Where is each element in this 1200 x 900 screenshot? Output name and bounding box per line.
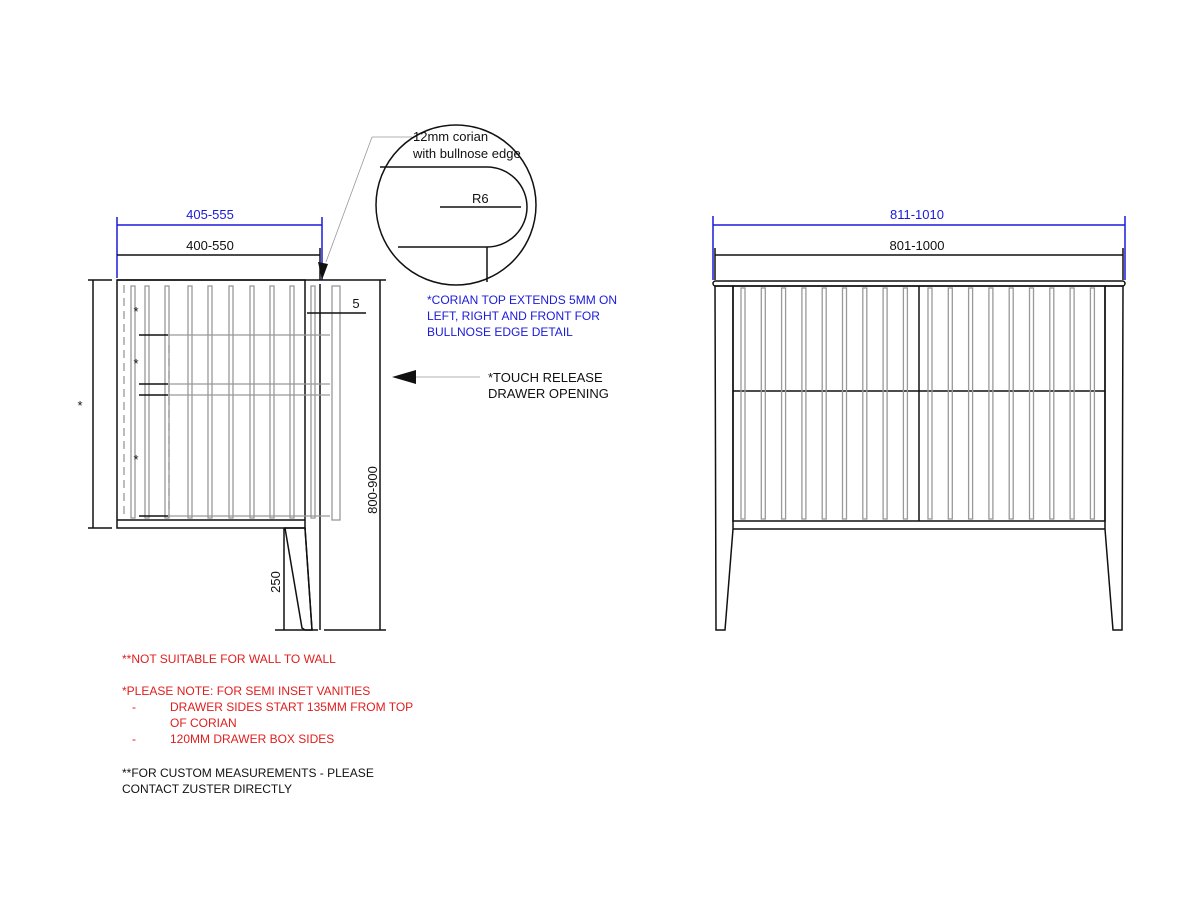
- slat: [250, 286, 254, 518]
- slat: [1090, 288, 1094, 519]
- slat: [863, 288, 867, 519]
- corian-note: [427, 292, 617, 340]
- slat: [131, 286, 135, 518]
- asterisk: *: [133, 452, 139, 467]
- corian-note-line: BULLNOSE EDGE DETAIL: [427, 325, 573, 339]
- slat: [969, 288, 973, 519]
- slat: [188, 286, 192, 518]
- corian-note-line: LEFT, RIGHT AND FRONT FOR: [427, 309, 600, 323]
- bullnose-detail: [376, 125, 536, 285]
- custom-note: [122, 765, 374, 797]
- front-slats: [741, 288, 1094, 519]
- slat: [229, 286, 233, 518]
- slat: [903, 288, 907, 519]
- height-asterisk: *: [77, 398, 83, 413]
- slat: [1009, 288, 1013, 519]
- slat: [290, 286, 294, 518]
- front-dim-outer-label: 811-1010: [890, 207, 944, 222]
- right-leg: [1105, 286, 1123, 630]
- slat: [1030, 288, 1034, 519]
- slat: [989, 288, 993, 519]
- slat: [948, 288, 952, 519]
- height-label: 800-900: [365, 466, 380, 514]
- custom-note-line: **FOR CUSTOM MEASUREMENTS - PLEASE: [122, 766, 374, 780]
- slat: [761, 288, 765, 519]
- slat: [145, 286, 149, 518]
- touch-release-line-1: *TOUCH RELEASE: [488, 370, 603, 385]
- left-leg: [715, 286, 733, 630]
- slat: [1070, 288, 1074, 519]
- custom-note-line: CONTACT ZUSTER DIRECTLY: [122, 782, 293, 796]
- bullet-text: DRAWER SIDES START 135MM FROM TOP: [170, 700, 414, 714]
- slat: [802, 288, 806, 519]
- slat: [928, 288, 932, 519]
- slat: [822, 288, 826, 519]
- wall-note: **NOT SUITABLE FOR WALL TO WALL: [122, 652, 336, 666]
- slat: [1050, 288, 1054, 519]
- detail-label-1: 12mm corian: [413, 129, 489, 144]
- front-view: [713, 207, 1125, 630]
- bullet-text: OF CORIAN: [170, 716, 237, 730]
- touch-release-line-2: DRAWER OPENING: [488, 386, 609, 401]
- side-slats: [131, 286, 315, 518]
- dim-inner-label: 400-550: [186, 238, 234, 253]
- asterisk: *: [133, 356, 139, 371]
- slat: [270, 286, 274, 518]
- semi-inset-title: *PLEASE NOTE: FOR SEMI INSET VANITIES: [122, 684, 371, 698]
- detail-label-2: with bullnose edge: [413, 146, 521, 161]
- slat: [843, 288, 847, 519]
- front-dim-inner-label: 801-1000: [889, 238, 945, 253]
- arrow-icon: [392, 370, 416, 384]
- asterisk: *: [133, 304, 139, 319]
- side-view: [77, 137, 412, 630]
- semi-inset-note: [122, 683, 413, 747]
- overhang-label: 5: [352, 296, 360, 311]
- bullet-dash: -: [132, 732, 136, 746]
- bullet-dash: -: [132, 700, 136, 714]
- slat: [208, 286, 212, 518]
- slat: [741, 288, 745, 519]
- slat: [311, 286, 315, 518]
- leg-height-label: 250: [268, 571, 283, 593]
- bullet-text: 120MM DRAWER BOX SIDES: [170, 732, 335, 746]
- slat: [782, 288, 786, 519]
- radius-label: R6: [472, 191, 489, 206]
- corian-note-line: *CORIAN TOP EXTENDS 5MM ON: [427, 293, 618, 307]
- dim-outer-label: 405-555: [186, 207, 234, 222]
- slat: [883, 288, 887, 519]
